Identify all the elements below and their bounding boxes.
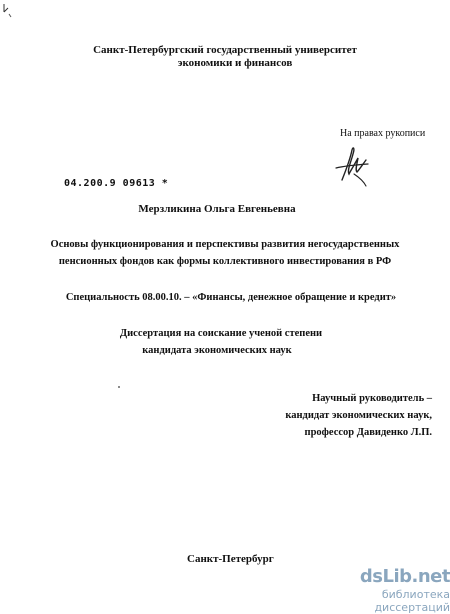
thesis-title-line2: пенсионных фондов как формы коллективного инвестирования в РФ (58, 256, 392, 267)
rights-notice: На правах рукописи (340, 128, 426, 139)
author-name: Мерзликина Ольга Евгеньевна (138, 203, 296, 215)
supervisor-line1: Научный руководитель – (312, 393, 432, 404)
watermark (346, 566, 450, 614)
supervisor-line2: кандидат экономических наук, (285, 410, 432, 421)
city: Санкт-Петербург (187, 553, 274, 565)
scan-speck (118, 386, 120, 388)
dissertation-line1: Диссертация на соискание ученой степени (119, 328, 323, 339)
watermark-logo: dsLib.net (359, 566, 450, 587)
institution-subtitle: экономики и финансов (177, 57, 293, 69)
institution-name: Санкт-Петербургский государственный университет (93, 44, 357, 56)
archive-stamp: 04.200.9 09613 * (64, 178, 169, 189)
specialty-line: Специальность 08.00.10. – «Финансы, денежное обращение и кредит» (65, 292, 397, 303)
watermark-subtitle: библиотека диссертаций (374, 588, 450, 614)
thesis-title-line1: Основы функционирования и перспективы развития негосударственных (50, 239, 400, 250)
supervisor-line3: профессор Давиденко Л.П. (304, 427, 432, 438)
corner-mark-icon (2, 2, 16, 18)
dissertation-line2: кандидата экономических наук (142, 345, 292, 356)
signature-icon (330, 140, 380, 188)
